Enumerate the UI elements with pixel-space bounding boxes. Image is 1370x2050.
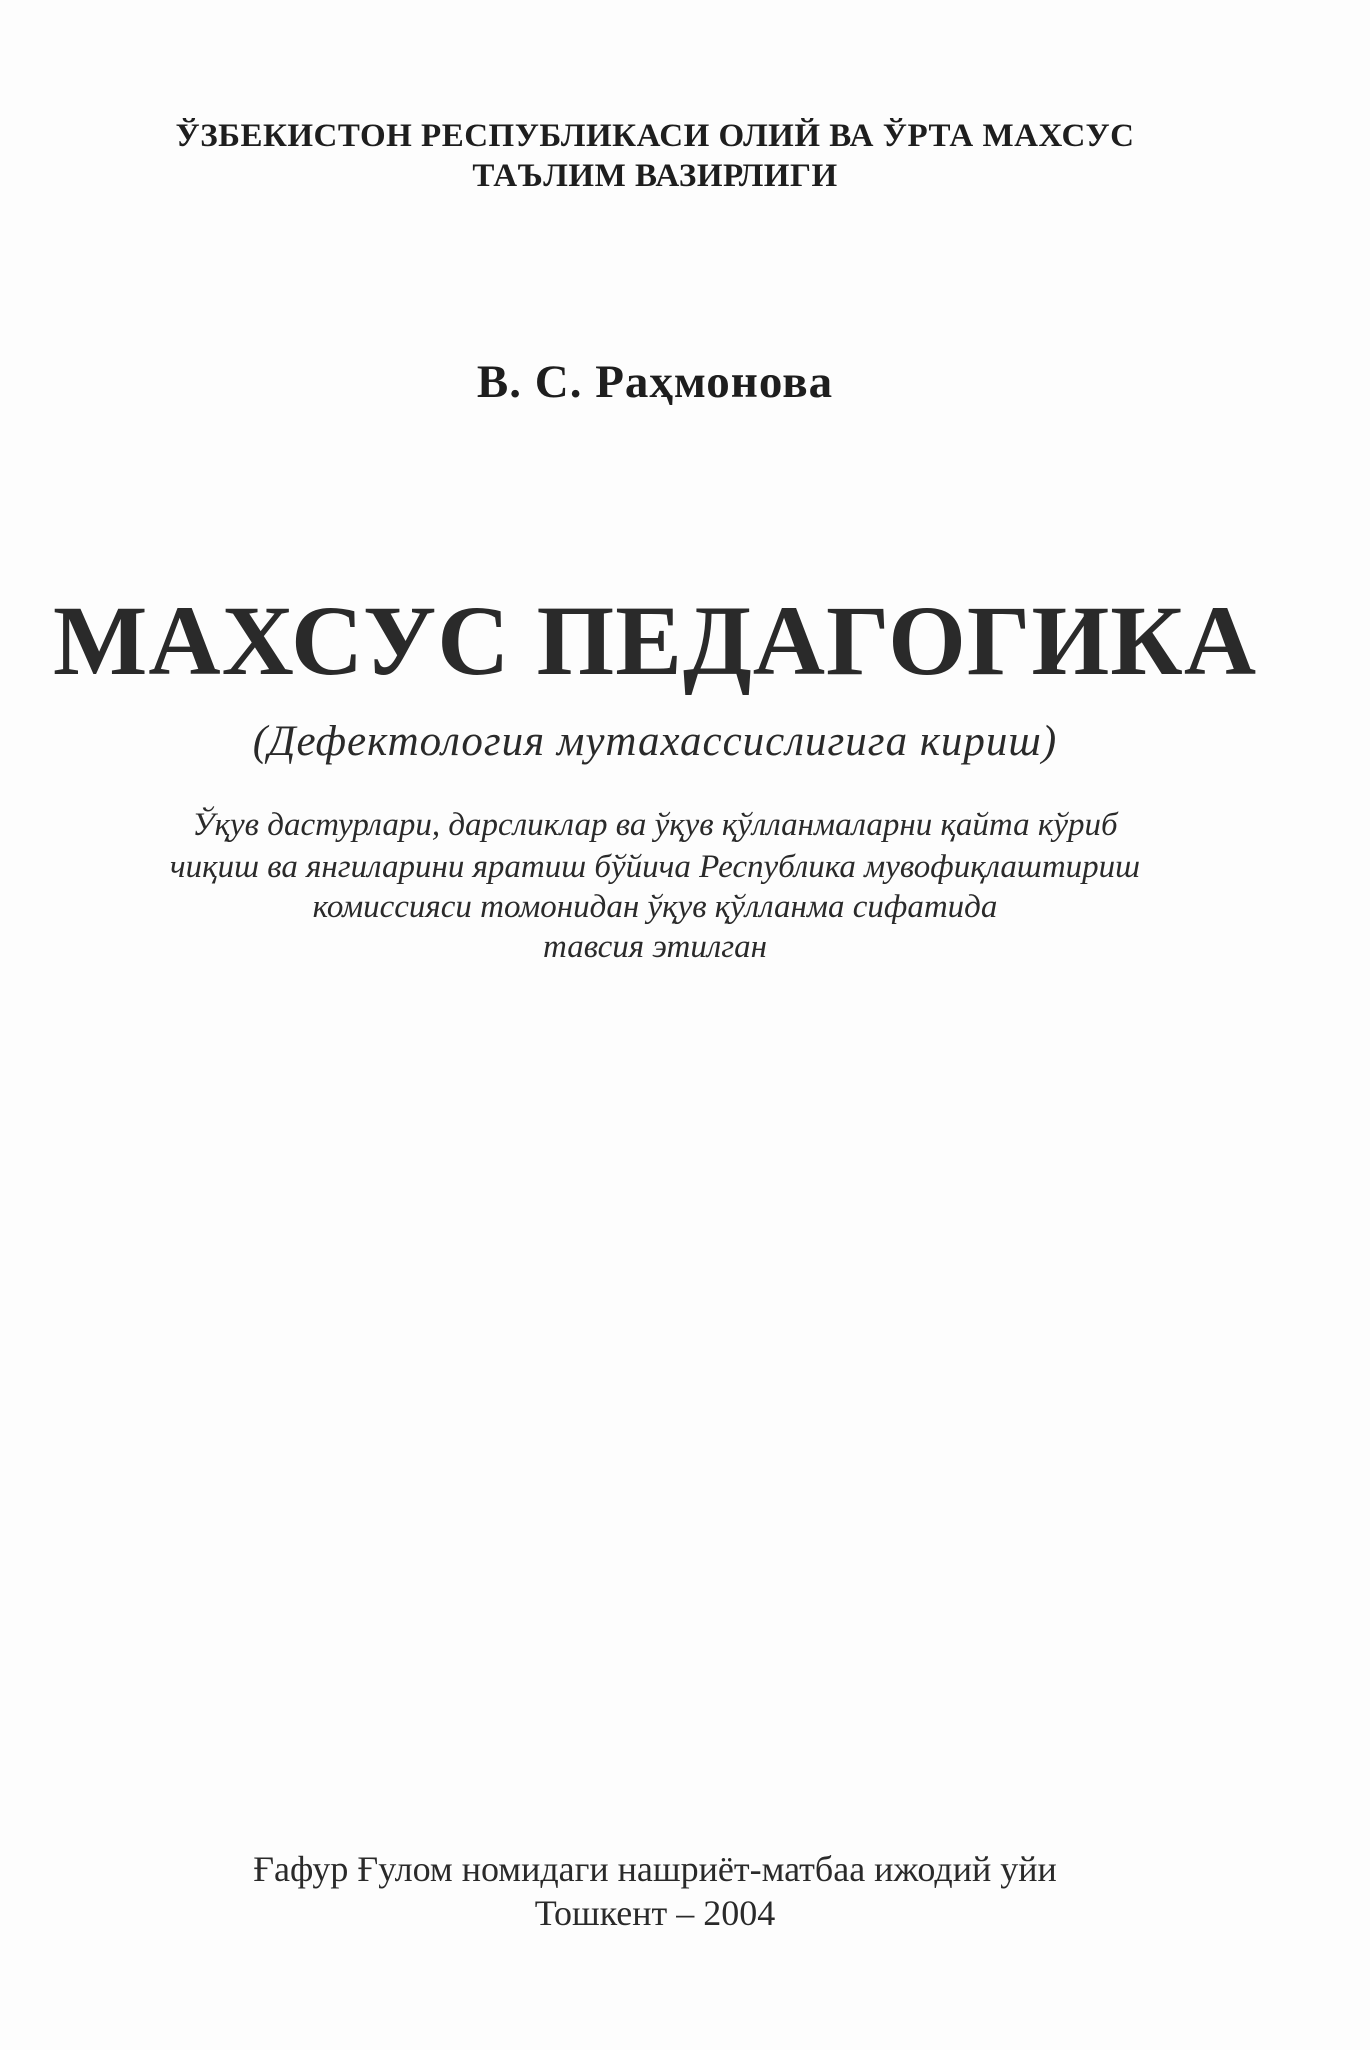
publication-place-year: Тошкент – 2004 (534, 1893, 776, 1933)
approval-line-3: комиссияси томонидан ўқув қўлланма сифатида (312, 889, 998, 925)
author-name: В. С. Раҳмонова (476, 356, 834, 408)
book-subtitle: (Дефектология мутахассислигига кириш) (252, 718, 1058, 765)
ministry-line-2: ТАЪЛИМ ВАЗИРЛИГИ (472, 158, 838, 194)
approval-line-1: Ўқув дастурлари, дарсликлар ва ўқув қўлланмаларни қайта кўриб (192, 807, 1118, 843)
approval-line-2: чиқиш ва янгиларини яратиш бўйича Республика мувофиқлаштириш (169, 849, 1141, 885)
book-title: МАХСУС ПЕДАГОГИКА (52, 585, 1258, 696)
ministry-line-1: ЎЗБЕКИСТОН РЕСПУБЛИКАСИ ОЛИЙ ВА ЎРТА МАХСУС (175, 118, 1135, 154)
publisher-name: Ғафур Ғулом номидаги нашриёт-матбаа ижодий уйи (253, 1849, 1057, 1889)
approval-line-4: тавсия этилган (543, 929, 767, 965)
